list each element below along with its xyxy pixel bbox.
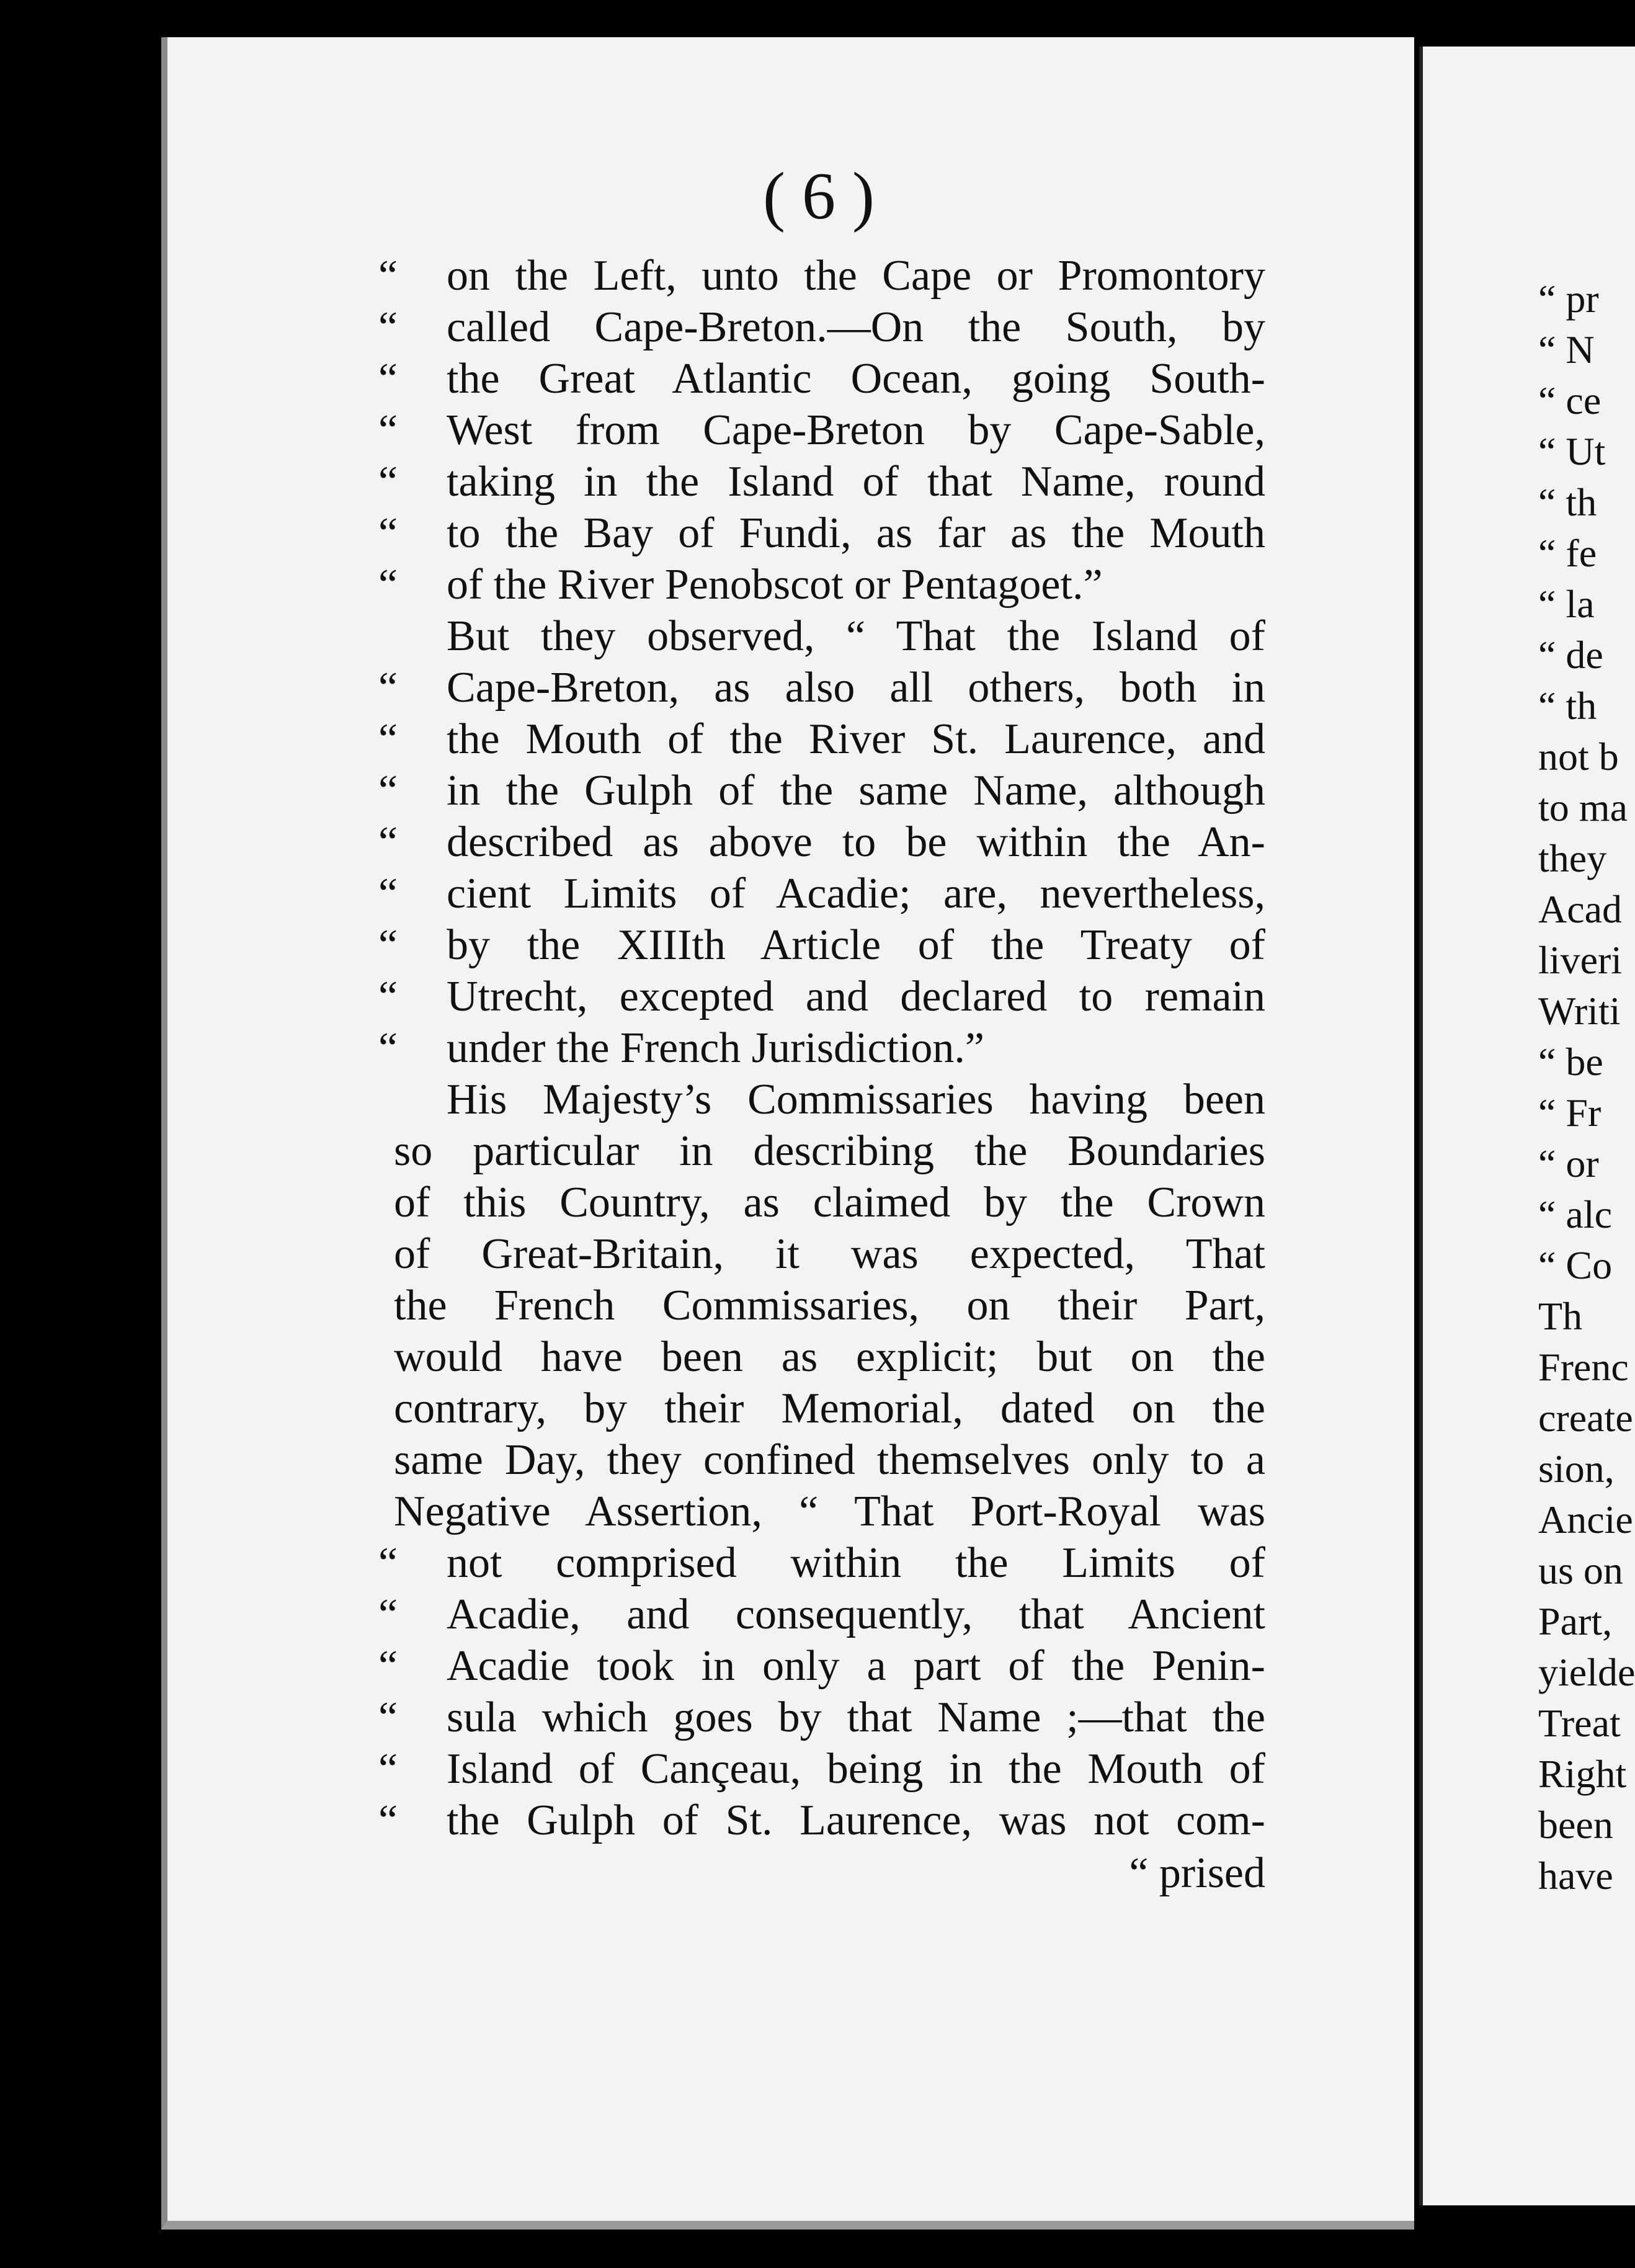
quote-mark: “	[378, 973, 398, 1020]
quote-mark: “	[378, 1539, 398, 1587]
text-line: under the French Jurisdiction.”	[447, 1024, 985, 1072]
text-line: sula which goes by that Name ;—that the	[447, 1694, 1265, 1741]
right-text-line: “ Ut	[1538, 429, 1606, 473]
right-text-line: “ th	[1538, 480, 1597, 524]
right-text-line: not b	[1538, 734, 1619, 779]
text-line: described as above to be within the An-	[447, 818, 1265, 866]
quote-mark: “	[378, 818, 398, 866]
right-text-line: “ la	[1538, 582, 1595, 626]
quote-mark: “	[378, 355, 398, 403]
text-line: Negative Assertion, “ That Port-Royal was	[394, 1488, 1265, 1535]
right-text-line: “ pr	[1538, 277, 1599, 321]
quote-mark: “	[378, 1797, 398, 1844]
text-line: same Day, they confined themselves only to a	[394, 1436, 1265, 1484]
right-text-line: create	[1538, 1396, 1633, 1440]
right-text-line: have	[1538, 1854, 1613, 1898]
quote-mark: “	[378, 1694, 398, 1741]
quote-mark: “	[378, 921, 398, 969]
right-text-line: Treat	[1538, 1701, 1621, 1745]
right-text-line: Ancie	[1538, 1498, 1633, 1542]
right-text-line: us on	[1538, 1548, 1623, 1592]
quote-mark: “	[378, 767, 398, 815]
quote-mark: “	[378, 1642, 398, 1690]
text-line: would have been as explicit; but on the	[394, 1333, 1265, 1381]
text-line: the Great Atlantic Ocean, going South-	[447, 355, 1265, 403]
text-line: in the Gulph of the same Name, although	[447, 767, 1265, 815]
quote-mark: “	[378, 252, 398, 300]
quote-mark: “	[378, 458, 398, 506]
right-text-line: “ Fr	[1538, 1091, 1602, 1135]
right-text-line: “ fe	[1538, 531, 1597, 575]
right-text-line: “ ce	[1538, 378, 1602, 422]
text-line: of this Country, as claimed by the Crown	[394, 1179, 1265, 1226]
right-text-line: yielde	[1538, 1650, 1635, 1694]
text-line: by the XIIIth Article of the Treaty of	[447, 921, 1265, 969]
right-text-line: Acad	[1538, 887, 1623, 931]
right-text-line: Writi	[1538, 989, 1621, 1033]
text-line: cient Limits of Acadie; are, nevertheless,	[447, 870, 1265, 917]
quote-mark: “	[378, 561, 398, 609]
quote-mark: “	[378, 1591, 398, 1638]
text-line: the Mouth of the River St. Laurence, and	[447, 715, 1265, 763]
quote-mark: “	[378, 1745, 398, 1793]
text-line: contrary, by their Memorial, dated on the	[394, 1385, 1265, 1432]
right-text-line: “ or	[1538, 1141, 1599, 1185]
right-text-line: “ Co	[1538, 1243, 1613, 1287]
right-text-line: Frenc	[1538, 1345, 1629, 1389]
text-line: West from Cape-Breton by Cape-Sable,	[447, 406, 1265, 454]
right-text-line: “ alc	[1538, 1192, 1612, 1236]
right-text-line: “ N	[1538, 328, 1595, 372]
text-line: the French Commissaries, on their Part,	[394, 1282, 1265, 1329]
page-number: ( 6 )	[763, 159, 875, 233]
quote-mark: “	[378, 509, 398, 557]
text-line: Acadie took in only a part of the Penin-	[447, 1642, 1265, 1690]
right-text-line: Th	[1538, 1294, 1583, 1338]
right-text-line: liveri	[1538, 938, 1623, 982]
text-line: to the Bay of Fundi, as far as the Mouth	[447, 509, 1265, 557]
text-line: of the River Penobscot or Pentagoet.”	[447, 561, 1103, 609]
quote-mark: “	[378, 303, 398, 351]
text-line: Island of Cançeau, being in the Mouth of	[447, 1745, 1265, 1793]
right-text-line: to ma	[1538, 785, 1628, 829]
text-line: His Majesty’s Commissaries having been	[447, 1076, 1265, 1123]
quote-mark: “	[378, 406, 398, 454]
right-text-line: been	[1538, 1803, 1613, 1847]
quote-mark: “	[378, 715, 398, 763]
text-line: not comprised within the Limits of	[447, 1539, 1265, 1587]
text-line: taking in the Island of that Name, round	[447, 458, 1265, 506]
right-text-line: they	[1538, 836, 1607, 880]
text-line: But they observed, “ That the Island of	[447, 612, 1265, 660]
right-text-line: “ th	[1538, 684, 1597, 728]
quote-mark: “	[378, 1024, 398, 1072]
right-text-line: “ be	[1538, 1040, 1603, 1084]
text-line: Acadie, and consequently, that Ancient	[447, 1591, 1265, 1638]
text-line: of Great-Britain, it was expected, That	[394, 1230, 1265, 1278]
quote-mark: “	[378, 870, 398, 917]
text-line: Utrecht, excepted and declared to remain	[447, 973, 1265, 1020]
right-text-line: Right	[1538, 1752, 1627, 1796]
catchword: “ prised	[1129, 1849, 1265, 1897]
text-line: so particular in describing the Boundaries	[394, 1127, 1265, 1175]
right-text-line: “ de	[1538, 633, 1603, 677]
text-line: called Cape-Breton.—On the South, by	[447, 303, 1265, 351]
text-line: the Gulph of St. Laurence, was not com-	[447, 1797, 1265, 1844]
text-line: on the Left, unto the Cape or Promontory	[447, 252, 1265, 300]
right-text-line: sion,	[1538, 1447, 1615, 1491]
right-text-line: Part,	[1538, 1599, 1613, 1643]
text-line: Cape-Breton, as also all others, both in	[447, 664, 1265, 712]
quote-mark: “	[378, 664, 398, 712]
